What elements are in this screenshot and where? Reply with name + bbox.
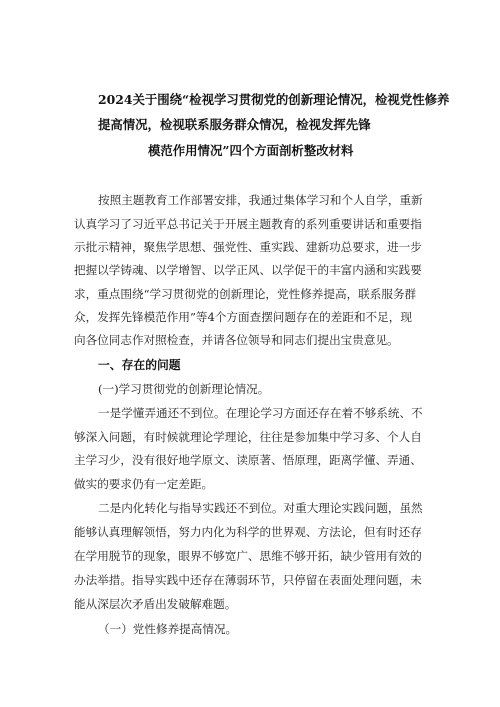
intro-line-7: 向各位同志作对照检查，并请各位领导和同志们提出宝贵意见。 (74, 333, 399, 347)
para2-line-2: 能够认真理解领悟，努力内化为科学的世界观、方法论，但有时还存 (74, 525, 422, 539)
para1-line-4: 做实的要求仍有一定差距。 (74, 477, 214, 491)
section-heading: 一、存在的问题 (98, 358, 181, 372)
para2-line-5: 能从深层次矛盾出发破解难题。 (74, 597, 237, 611)
document-title-line-3: 模范作用情况”四个方面剖析整改材料 (148, 143, 354, 158)
subsection-heading-2: （一）党性修养提高情况。 (98, 622, 238, 636)
para1-line-1: 一是学懂弄通还不到位。在理论学习方面还存在着不够系统、不 (98, 406, 423, 420)
para1-line-2: 够深入问题，有时候就理论学理论，往往是参加集中学习多、个人自 (74, 430, 422, 444)
para2-line-3: 在学用脱节的现象，眼界不够宽广、思维不够开拓，缺少管用有效的 (74, 549, 422, 563)
subsection-heading-1: (一)学习贯彻党的创新理论情况。 (98, 382, 270, 396)
intro-line-3: 示批示精神，聚焦学思想、强党性、重实践、建新功总要求，进一步 (74, 240, 422, 254)
intro-line-6: 众，发挥先锋模范作用”等4个方面查摆问题存在的差距和不足，现 (74, 310, 412, 324)
para2-line-1: 二是内化转化与指导实践还不到位。对重大理论实践问题，虽然 (98, 501, 423, 515)
para2-line-4: 办法举措。指导实践中还存在薄弱环节，只停留在表面处理问题，未 (74, 573, 422, 587)
para1-line-3: 主学习少，没有很好地学原文、读原著、悟原理，距离学懂、弄通、 (74, 453, 422, 467)
document-title-line-2: 提高情况，检视联系服务群众情况，检视发挥先锋 (98, 117, 371, 132)
intro-line-4: 把握以学铸魂、以学增智、以学正风、以学促干的丰富内涵和实践要 (74, 263, 422, 277)
document-title-line-1: 2024关于围绕“检视学习贯彻党的创新理论情况，检视党性修养 (98, 92, 450, 107)
intro-line-2: 认真学习了习近平总书记关于开展主题教育的系列重要讲话和重要指 (74, 217, 422, 231)
intro-line-5: 求，重点围绕“学习贯彻党的创新理论，党性修养提高，联系服务群 (74, 287, 417, 301)
intro-line-1: 按照主题教育工作部署安排，我通过集体学习和个人自学，重新 (98, 193, 423, 207)
